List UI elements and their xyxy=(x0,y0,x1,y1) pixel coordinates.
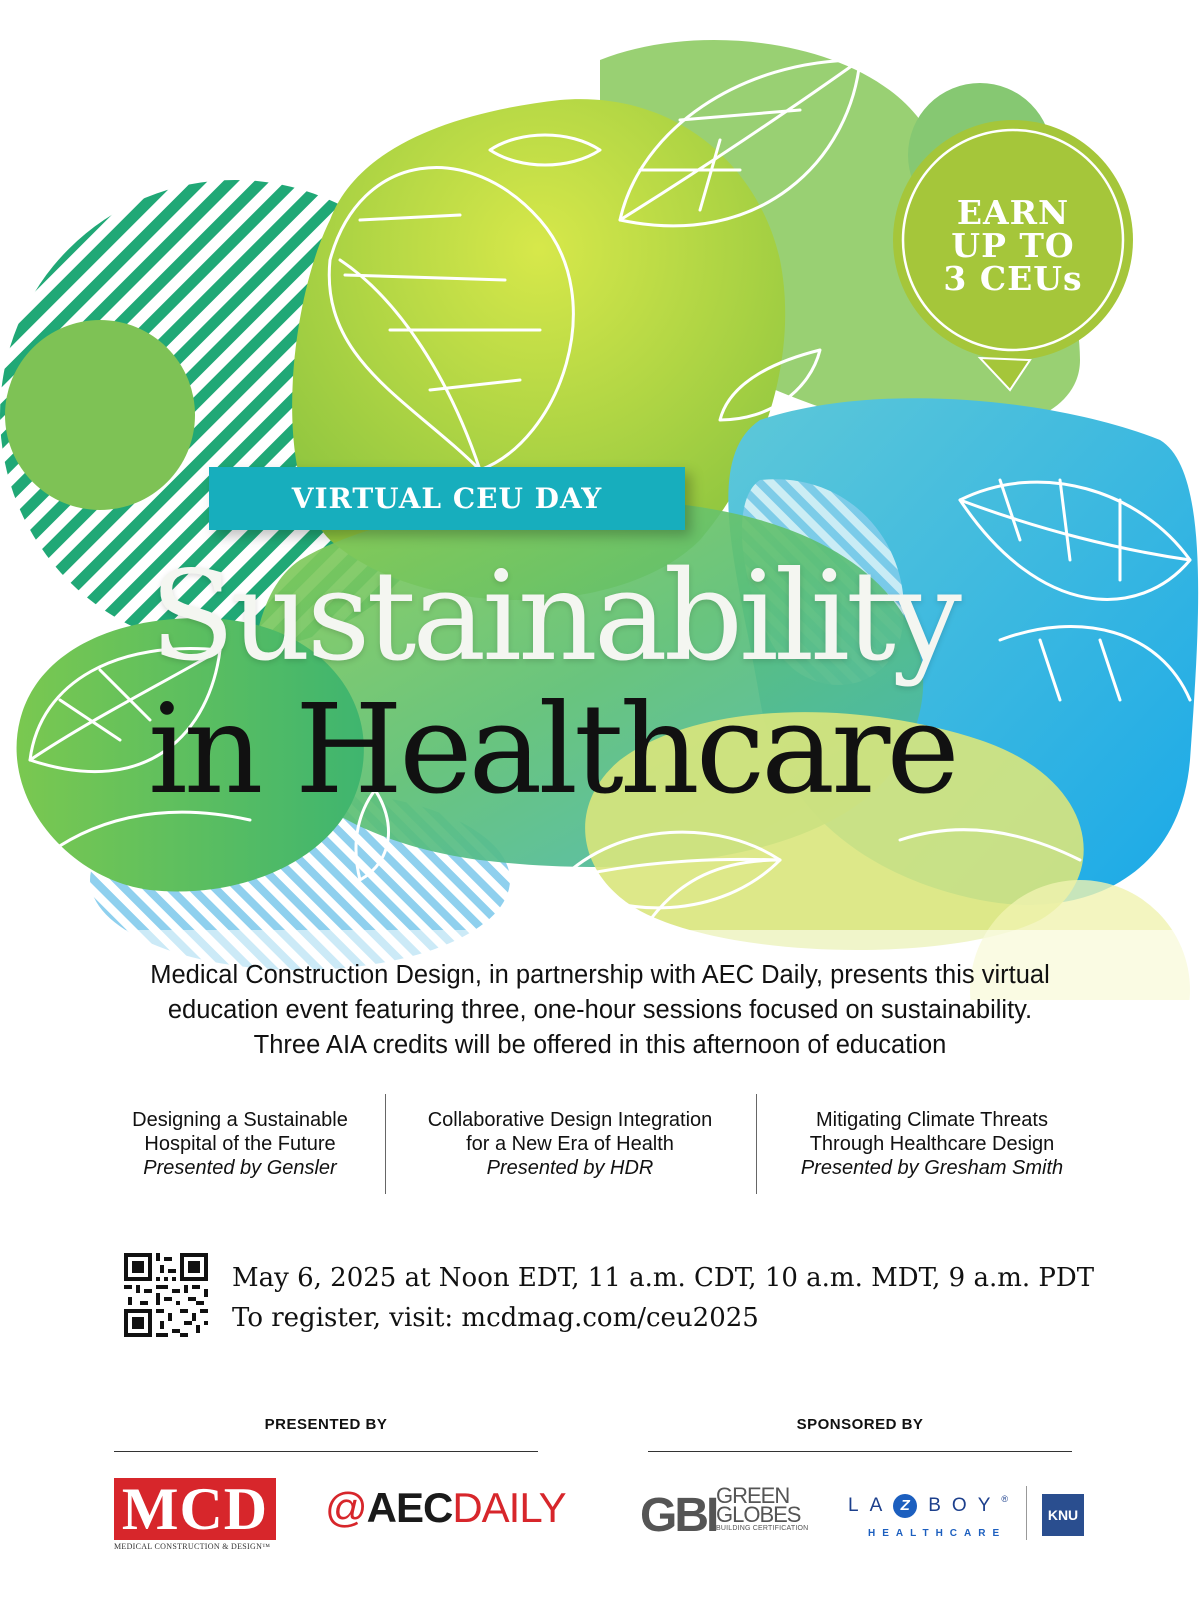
presented-by-rule xyxy=(114,1451,538,1452)
aecdaily-at: @ xyxy=(325,1484,367,1531)
session-title-line-1: Collaborative Design Integration xyxy=(427,1109,713,1131)
session-presenter: Presented by Gresham Smith xyxy=(800,1157,1064,1179)
intro-paragraph xyxy=(60,958,1140,1063)
aecdaily-bold: AEC xyxy=(366,1484,453,1531)
session-title-line-1: Mitigating Climate Threats xyxy=(816,1109,1048,1131)
session-1 xyxy=(100,1108,380,1180)
title-line-1: Sustainability xyxy=(150,545,958,689)
session-title-line-2: Hospital of the Future xyxy=(144,1133,336,1155)
register-link[interactable]: To register, visit: mcdmag.com/ceu2025 xyxy=(232,1303,759,1333)
session-title-line-2: for a New Era of Health xyxy=(466,1133,674,1155)
sponsored-by-header: SPONSORED BY xyxy=(796,1416,924,1433)
green-globes-line-2: GLOBES xyxy=(716,1502,801,1527)
session-divider xyxy=(385,1094,386,1194)
aecdaily-light: DAILY xyxy=(452,1484,566,1531)
badge-line-1: EARN xyxy=(956,193,1070,232)
gbi-logo: GBI xyxy=(640,1489,717,1542)
ceu-badge xyxy=(888,193,1138,298)
green-globes-line-1: GREEN xyxy=(716,1483,790,1508)
lazboy-post: BOY xyxy=(928,1495,1002,1517)
mcd-logo-subtitle: MEDICAL CONSTRUCTION & DESIGN™ xyxy=(114,1542,271,1551)
green-globes-line-3: BUILDING CERTIFICATION xyxy=(716,1525,809,1532)
event-tag: VIRTUAL CEU DAY xyxy=(209,467,685,530)
green-globes-wordmark xyxy=(716,1483,809,1533)
session-2 xyxy=(395,1108,745,1180)
qr-code-icon[interactable] xyxy=(124,1253,208,1337)
presented-by-header: PRESENTED BY xyxy=(264,1416,388,1433)
intro-line-3: Three AIA credits will be offered in this afternoon of education xyxy=(253,1031,947,1059)
session-3 xyxy=(772,1108,1092,1180)
event-info xyxy=(232,1258,1094,1338)
title-line-2: in Healthcare xyxy=(148,678,956,822)
logo-divider xyxy=(1026,1486,1027,1540)
mcd-logo: MCD xyxy=(114,1478,276,1540)
aecdaily-logo xyxy=(325,1484,566,1532)
intro-line-2: education event featuring three, one-hour sessions focused on sustainability. xyxy=(167,996,1033,1024)
session-presenter: Presented by HDR xyxy=(486,1157,654,1179)
session-divider xyxy=(756,1094,757,1194)
intro-line-1: Medical Construction Design, in partnership with AEC Daily, presents this virtual xyxy=(150,961,1050,989)
lazboy-healthcare: HEALTHCARE xyxy=(868,1528,1007,1539)
lazboy-z: Z xyxy=(893,1494,917,1518)
sponsored-by-rule xyxy=(648,1451,1072,1452)
session-title-line-2: Through Healthcare Design xyxy=(809,1133,1055,1155)
lazboy-reg: ® xyxy=(1001,1494,1009,1504)
lazboy-pre: LA xyxy=(848,1495,894,1517)
session-presenter: Presented by Gensler xyxy=(143,1157,337,1179)
session-title-line-1: Designing a Sustainable xyxy=(132,1109,348,1131)
badge-line-2: UP TO xyxy=(951,226,1075,265)
event-date-time: May 6, 2025 at Noon EDT, 11 a.m. CDT, 10 a.m. MDT, 9 a.m. PDT xyxy=(232,1263,1095,1293)
knu-logo: KNU xyxy=(1042,1494,1084,1536)
badge-line-3: 3 CEUs xyxy=(943,259,1083,298)
lazboy-logo xyxy=(848,1494,1008,1518)
